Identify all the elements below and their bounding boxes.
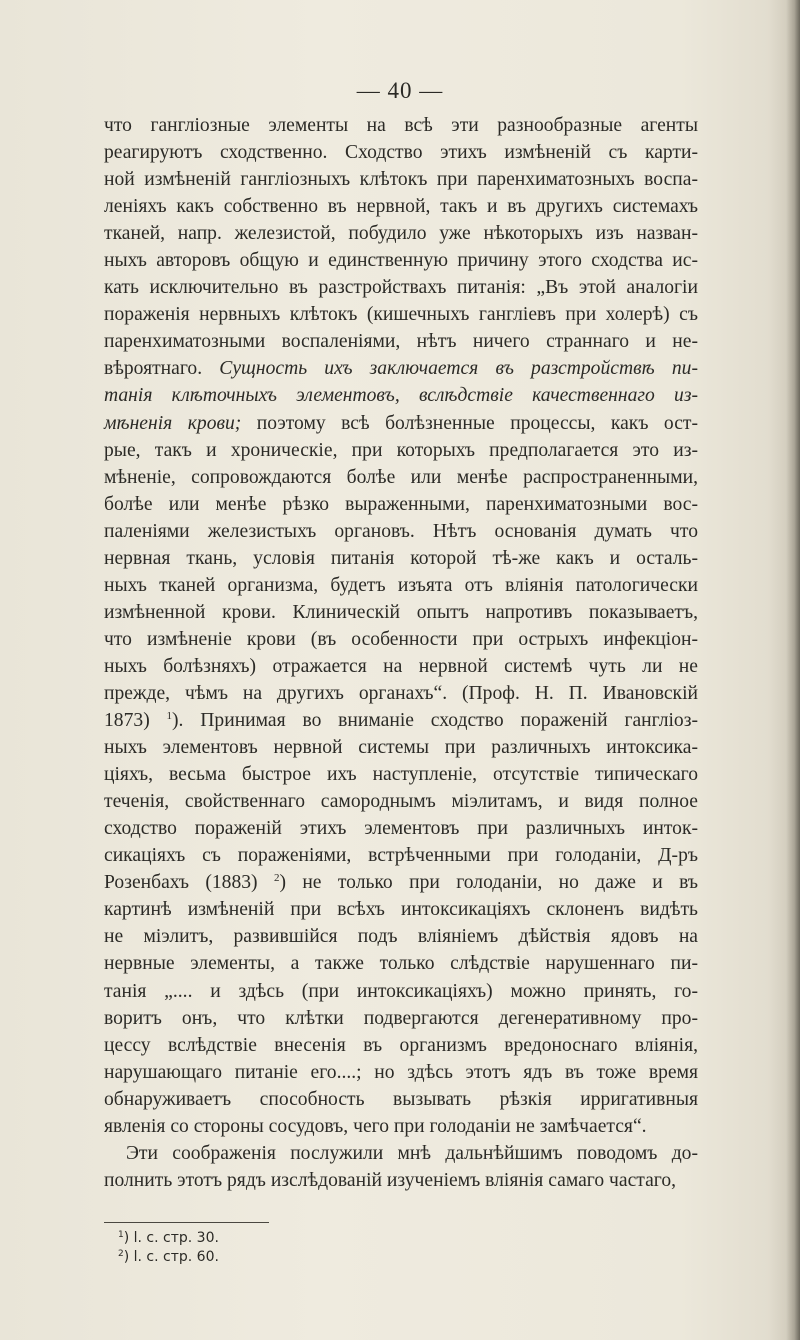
text-line	[104, 301, 698, 328]
text-line	[104, 923, 698, 950]
text-line	[104, 734, 698, 761]
text-run: ныхъ тканей организма, будетъ изъята отъ влiянiя патологически	[104, 574, 698, 596]
footnote-number: 1	[118, 1230, 124, 1240]
text-line	[104, 1140, 698, 1167]
text-run: паленiями железистыхъ органовъ. Нѣтъ основанiя думать что	[104, 520, 698, 542]
text-run: ленiяхъ какъ собственно въ нервной, такъ и въ другихъ системахъ	[104, 196, 698, 218]
text-line	[104, 328, 698, 355]
text-line	[104, 1113, 698, 1140]
text-run: пораженiя нервныхъ клѣтокъ (кишечныхъ ганглiевъ при холерѣ) съ	[104, 304, 698, 326]
text-line	[104, 1167, 698, 1194]
text-line	[104, 437, 698, 464]
text-run: полнить этотъ рядъ изслѣдованiй изученiемъ влiянiя самаго частаго,	[104, 1169, 677, 1191]
text-run: измѣненной крови. Клиническiй опытъ напротивъ показываетъ,	[104, 601, 698, 623]
footnote-text: ) l. c. стр. 60.	[123, 1249, 219, 1265]
footnote-marker: 1	[166, 710, 173, 723]
text-line	[104, 139, 698, 166]
text-run: 1873)	[104, 710, 167, 732]
text-line	[104, 599, 698, 626]
italic-text: мѣненiя крови;	[104, 412, 242, 434]
text-line	[104, 491, 698, 518]
text-line	[104, 815, 698, 842]
text-line	[104, 950, 698, 977]
text-line	[104, 410, 698, 437]
text-line	[104, 761, 698, 788]
footnote-marker: 2	[273, 872, 280, 885]
text-run: сходство пораженiй этихъ элементовъ при различныхъ инток-	[104, 818, 698, 840]
text-line	[104, 112, 698, 139]
text-run: ныхъ элементовъ нервной системы при различныхъ интоксика-	[104, 737, 698, 759]
text-line	[104, 518, 698, 545]
text-run: цiяхъ, весьма быстрое ихъ наступленiе, отсутствiе типическаго	[104, 764, 698, 786]
text-line	[104, 193, 698, 220]
text-run: что измѣненiе крови (въ особенности при острыхъ инфекцiон-	[104, 628, 698, 650]
text-run: явленiя со стороны сосудовъ, чего при голоданiи не замѣчается“.	[104, 1115, 647, 1137]
text-line	[104, 382, 698, 409]
text-run: цессу вслѣдствiе внесенiя въ организмъ вредоноснаго влiянiя,	[104, 1034, 698, 1056]
text-line	[104, 788, 698, 815]
page-edge-shadow	[786, 0, 800, 1340]
text-run: мѣненiе, сопровождаются болѣе или менѣе распространенными,	[104, 466, 698, 488]
text-run: паренхиматозными воспаленiями, нѣтъ ничего страннаго и не-	[104, 331, 698, 353]
text-run: ) не только при голоданiи, но даже и въ	[279, 872, 699, 894]
footnote-rule	[104, 1222, 269, 1223]
text-line	[104, 274, 698, 301]
text-line	[104, 166, 698, 193]
text-run: нарушающаго питанiе его....; но здѣсь этотъ ядъ въ тоже время	[104, 1061, 698, 1083]
text-line	[104, 572, 698, 599]
text-run: танiя „.... и здѣсь (при интоксикацiяхъ) можно принять, го-	[104, 980, 698, 1002]
italic-text: танiя клѣточныхъ элементовъ, вслѣдствiе качественнаго из-	[104, 385, 698, 407]
text-run: прежде, чѣмъ на другихъ органахъ“. (Проф. Н. П. Ивановскiй	[104, 682, 698, 704]
text-run: реагируютъ сходственно. Сходство этихъ измѣненiй съ карти-	[104, 142, 698, 164]
text-run: нервная ткань, условiя питанiя которой тѣ-же какъ и осталь-	[104, 547, 698, 569]
body-text	[104, 112, 698, 1194]
text-line	[104, 1086, 698, 1113]
italic-text: Сущность ихъ заключается въ разстройствѣ пи-	[219, 358, 698, 380]
text-run: кать исключительно въ разстройствахъ питанiя: „Въ этой аналогiи	[104, 277, 698, 299]
text-line	[104, 842, 698, 869]
footnote	[118, 1229, 678, 1248]
text-run: что ганглiозные элементы на всѣ эти разнообразные агенты	[104, 115, 698, 136]
text-line	[104, 680, 698, 707]
text-line	[104, 1032, 698, 1059]
text-line	[104, 220, 698, 247]
text-run: картинѣ измѣненiй при всѣхъ интоксикацiяхъ склоненъ видѣть	[104, 899, 698, 921]
text-run: обнаруживаетъ способность вызывать рѣзкiя ирригативныя	[104, 1088, 698, 1110]
footnote-number: 2	[118, 1249, 124, 1259]
text-run: вѣроятнаго.	[104, 358, 220, 380]
footnote	[118, 1248, 678, 1267]
page-number: — 40 —	[356, 78, 444, 103]
text-line	[104, 869, 698, 896]
text-run: сикацiяхъ съ пораженiями, встрѣченными при голоданiи, Д-ръ	[104, 845, 698, 867]
footnote-text: ) l. c. стр. 30.	[123, 1230, 219, 1246]
text-line	[104, 707, 698, 734]
text-line	[104, 626, 698, 653]
text-run: не мiэлитъ, развившiйся подъ влiянiемъ дѣйствiя ядовъ на	[104, 926, 698, 948]
text-run: рые, такъ и хроническiе, при которыхъ предполагается это из-	[104, 439, 698, 461]
text-line	[104, 1059, 698, 1086]
text-line	[104, 978, 698, 1005]
text-run: Эти соображенiя послужили мнѣ дальнѣйшимъ поводомъ до-	[126, 1142, 698, 1164]
text-line	[104, 1005, 698, 1032]
text-run: поэтому всѣ болѣзненные процессы, какъ ост-	[241, 412, 698, 434]
text-run: нервные элементы, а также только слѣдствiе нарушеннаго пи-	[104, 953, 698, 975]
text-line	[104, 545, 698, 572]
text-line	[104, 355, 698, 382]
footnotes	[118, 1229, 678, 1267]
text-line	[104, 247, 698, 274]
text-line	[104, 464, 698, 491]
text-line	[104, 896, 698, 923]
text-run: ныхъ болѣзняхъ) отражается на нервной системѣ чуть ли не	[104, 655, 698, 677]
text-run: ныхъ авторовъ общую и единственную причину этого сходства ис-	[104, 250, 698, 272]
text-line	[104, 653, 698, 680]
text-run: теченiя, свойственнаго самороднымъ мiэлитамъ, и видя полное	[104, 791, 698, 813]
text-run: болѣе или менѣе рѣзко выраженными, паренхиматозными вос-	[104, 493, 698, 515]
text-run: Розенбахъ (1883)	[104, 872, 274, 894]
text-run: ной измѣненiй ганглiозныхъ клѣтокъ при паренхиматозныхъ воспа-	[104, 169, 698, 191]
text-run: воритъ онъ, что клѣтки подвергаются дегенеративному про-	[104, 1007, 698, 1029]
text-run: тканей, напр. железистой, побудило уже нѣкоторыхъ изъ назван-	[104, 223, 698, 245]
text-run: ). Принимая во вниманiе сходство пораженiй ганглiоз-	[172, 710, 698, 732]
